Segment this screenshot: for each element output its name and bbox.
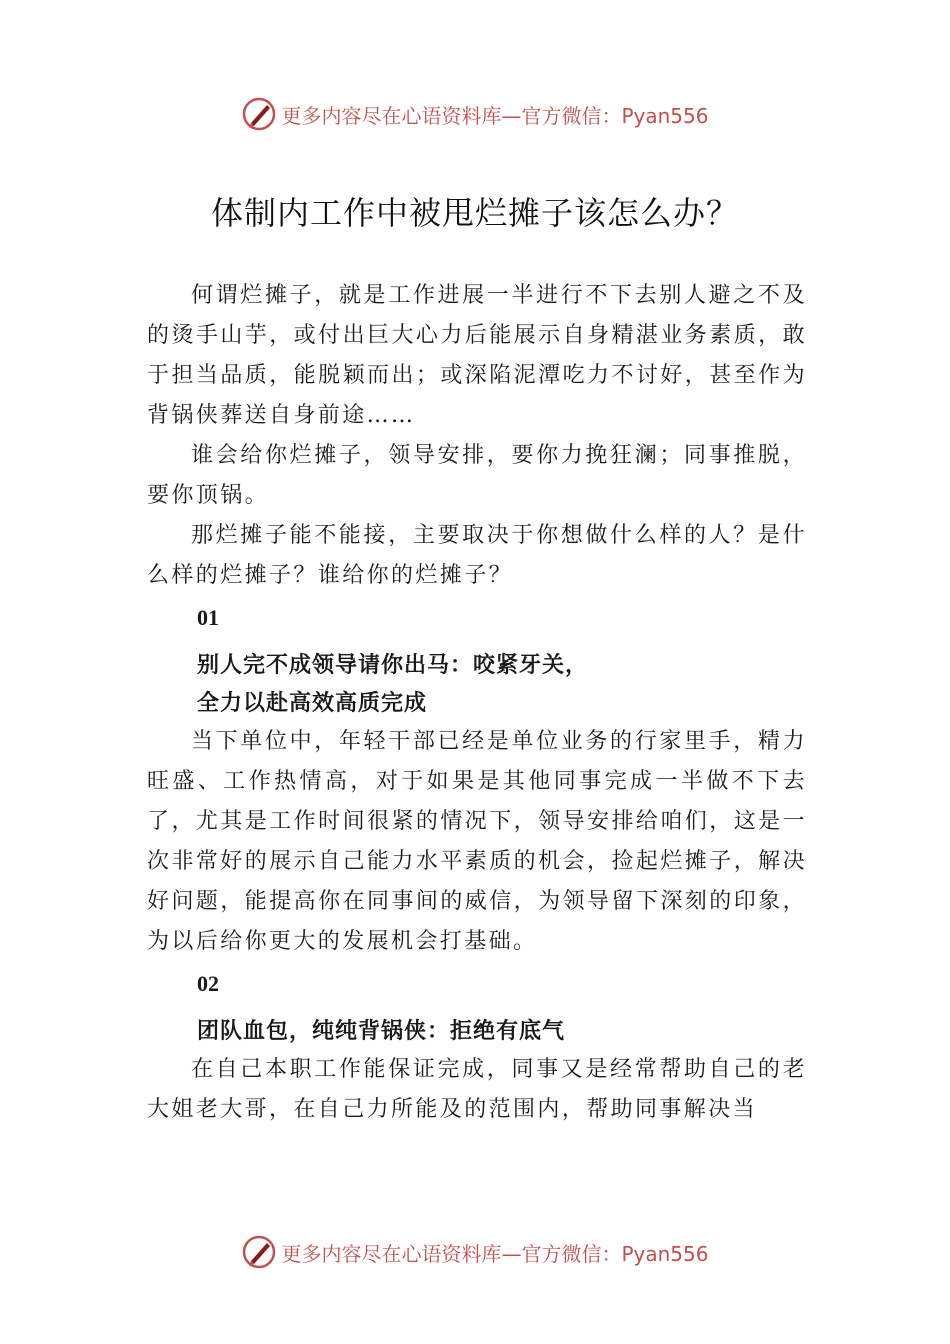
- intro-paragraph: 谁会给你烂摊子，领导安排，要你力挽狂澜；同事推脱，要你顶锅。: [147, 443, 807, 508]
- banner-text: 更多内容尽在心语资料库—官方微信：Pyan556: [281, 103, 709, 128]
- intro-paragraph: 何谓烂摊子，就是工作进展一半进行不下去别人避之不及的烫手山芋，或付出巨大心力后能展示自身精湛业务素质，敢于担当品质，能脱颖而出；或深陷泥潭吃力不讨好，甚至作为背锅侠葬送自身前途……: [147, 283, 807, 428]
- page-title: 体制内工作中被甩烂摊子该怎么办？: [210, 194, 739, 232]
- banner-text: 更多内容尽在心语资料库—官方微信：Pyan556: [281, 1241, 709, 1266]
- section-heading: 全力以赴高效高质完成: [197, 690, 428, 716]
- header-banner: [0, 94, 950, 134]
- section-heading: 别人完不成领导请你出马：咬紧牙关，: [197, 652, 589, 678]
- section-number: 01: [197, 605, 219, 630]
- intro-paragraph: 那烂摊子能不能接，主要取决于你想做什么样的人？是什么样的烂摊子？谁给你的烂摊子？: [147, 523, 807, 588]
- article-body: [147, 276, 807, 1130]
- pen-logo-icon: [241, 96, 277, 132]
- section-paragraph: 当下单位中，年轻干部已经是单位业务的行家里手，精力旺盛、工作热情高，对于如果是其他同事完成一半做不下去了，尤其是工作时间很紧的情况下，领导安排给咱们，这是一次非常好的展示自己能力水平素质的机会，捡起烂摊子，解决好问题，能提高你在同事间的威信，为领导留下深刻的印象，为以后给你更大的发展机会打基础。: [147, 729, 807, 954]
- section-paragraph: 在自己本职工作能保证完成，同事又是经常帮助自己的老大姐老大哥，在自己力所能及的范围内，帮助同事解决当: [147, 1057, 807, 1122]
- section-number: 02: [197, 971, 219, 996]
- footer-banner: [0, 1232, 950, 1272]
- pen-logo-icon: [241, 1234, 277, 1270]
- section-heading: 团队血包，纯纯背锅侠：拒绝有底气: [197, 1018, 566, 1044]
